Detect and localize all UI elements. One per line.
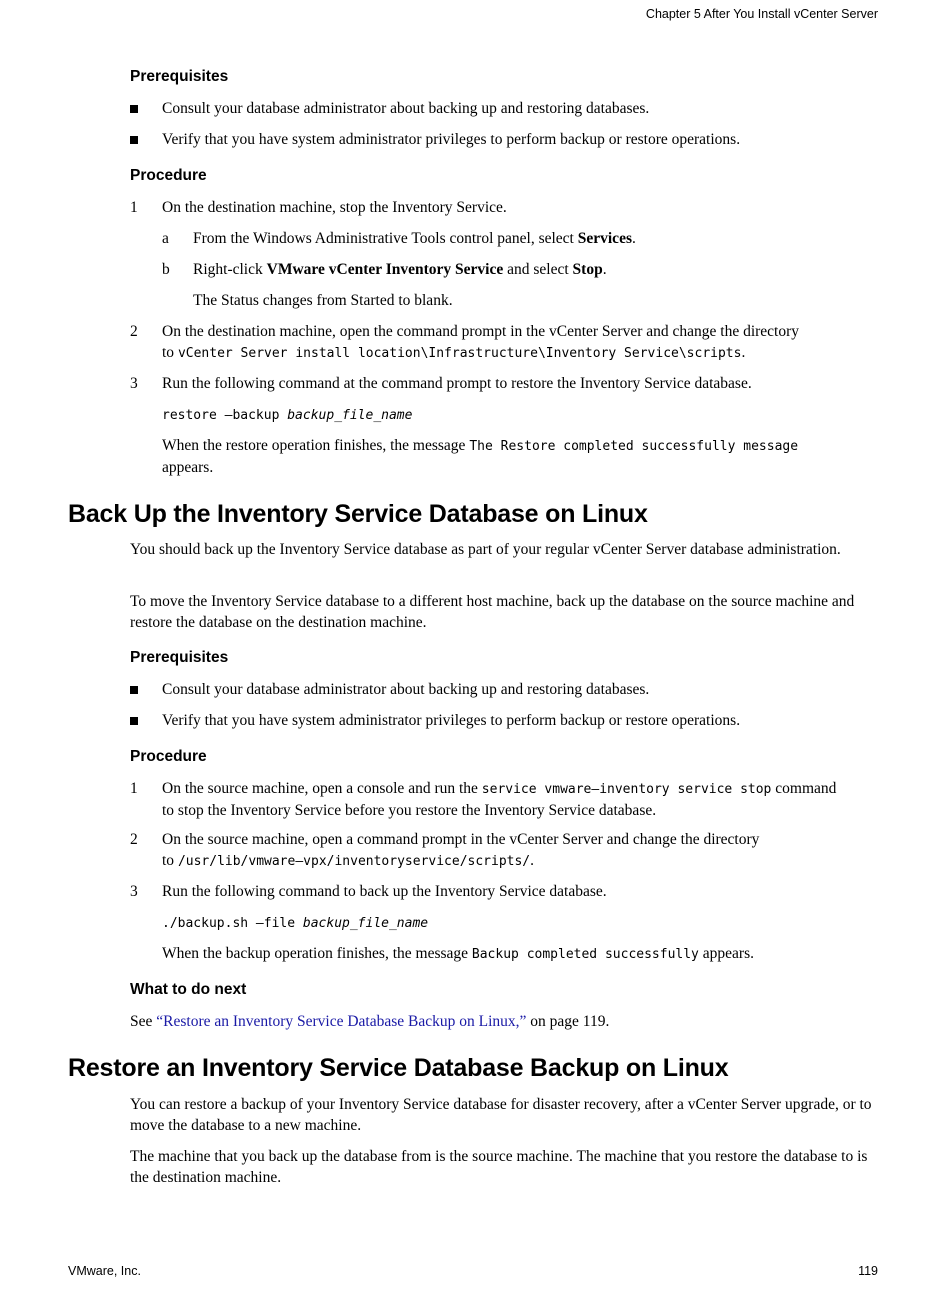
prerequisite-item: Verify that you have system administrator privileges to perform backup or restore operations. <box>162 712 741 729</box>
step-number: 1 <box>130 199 138 216</box>
substep-text: Right-click VMware vCenter Inventory Service and select Stop. <box>193 261 607 278</box>
intro-paragraph: The machine that you back up the database from is the source machine. The machine that you restore the database to is the destination machine. <box>130 1148 868 1186</box>
prerequisite-item: Consult your database administrator about backing up and restoring databases. <box>162 681 650 698</box>
bullet-marker <box>130 717 138 725</box>
step-result: When the restore operation finishes, the message The Restore completed successfully message appears. <box>162 437 799 476</box>
prerequisite-item: Consult your database administrator about backing up and restoring databases. <box>162 100 650 117</box>
path-code: vCenter Server install location\Infrastructure\Inventory Service\scripts <box>177 346 742 361</box>
step-number: 2 <box>130 831 138 848</box>
step-text: On the destination machine, stop the Inventory Service. <box>162 199 507 216</box>
step-number: 3 <box>130 883 138 900</box>
step-number: 2 <box>130 323 138 340</box>
step-text: On the destination machine, open the command prompt in the vCenter Server and change the directory to vCenter Server install location\Infrastructure\Inventory Service\scripts. <box>162 323 800 361</box>
substep-letter: a <box>162 230 169 247</box>
step-text: On the source machine, open a command prompt in the vCenter Server and change the directory to /usr/lib/vmware–vpx/inventoryservice/scripts/. <box>162 831 760 869</box>
step-text: Run the following command at the command prompt to restore the Inventory Service database. <box>162 375 752 392</box>
bullet-marker <box>130 686 138 694</box>
procedure-heading: Procedure <box>130 748 207 765</box>
section-heading: Restore an Inventory Service Database Backup on Linux <box>68 1054 729 1082</box>
step-number: 1 <box>130 780 138 797</box>
substep-result: The Status changes from Started to blank. <box>193 292 453 309</box>
step-text: On the source machine, open a console and run the service vmware–inventory service stop command to stop the Inventory Service before you restore the Inventory Service database. <box>162 780 837 819</box>
substep-letter: b <box>162 261 170 278</box>
see-also: See “Restore an Inventory Service Database Backup on Linux,” on page 119. <box>130 1013 610 1030</box>
intro-paragraph: You can restore a backup of your Inventory Service database for disaster recovery, after a vCenter Server upgrade, or to move the database to a new machine. <box>130 1096 872 1134</box>
bullet-marker <box>130 136 138 144</box>
section-heading: Back Up the Inventory Service Database on Linux <box>68 500 648 528</box>
substep-text: From the Windows Administrative Tools control panel, select Services. <box>193 230 636 247</box>
intro-paragraph: You should back up the Inventory Service database as part of your regular vCenter Server database administration. <box>130 541 841 558</box>
prerequisites-heading: Prerequisites <box>130 649 229 666</box>
step-number: 3 <box>130 375 138 392</box>
procedure-heading: Procedure <box>130 167 207 184</box>
prerequisite-item: Verify that you have system administrator privileges to perform backup or restore operations. <box>162 131 741 148</box>
command-line: ./backup.sh –file backup_file_name <box>162 916 429 931</box>
cross-reference-link[interactable]: “Restore an Inventory Service Database Backup on Linux,” <box>156 1013 527 1030</box>
running-header: Chapter 5 After You Install vCenter Server <box>645 7 878 21</box>
step-text: Run the following command to back up the Inventory Service database. <box>162 883 607 900</box>
prerequisites-heading: Prerequisites <box>130 68 229 85</box>
command-code: service vmware–inventory service stop <box>481 782 772 797</box>
path-code: /usr/lib/vmware–vpx/inventoryservice/scripts/ <box>177 854 531 869</box>
next-steps-heading: What to do next <box>130 981 247 998</box>
bullet-marker <box>130 105 138 113</box>
command-line: restore –backup backup_file_name <box>162 408 413 423</box>
intro-paragraph: To move the Inventory Service database to a different host machine, back up the database on the source machine and restore the database on the destination machine. <box>130 593 855 631</box>
footer-company: VMware, Inc. <box>68 1264 141 1278</box>
step-result: When the backup operation finishes, the message Backup completed successfully appears. <box>162 945 754 962</box>
page-number: 119 <box>858 1264 878 1278</box>
